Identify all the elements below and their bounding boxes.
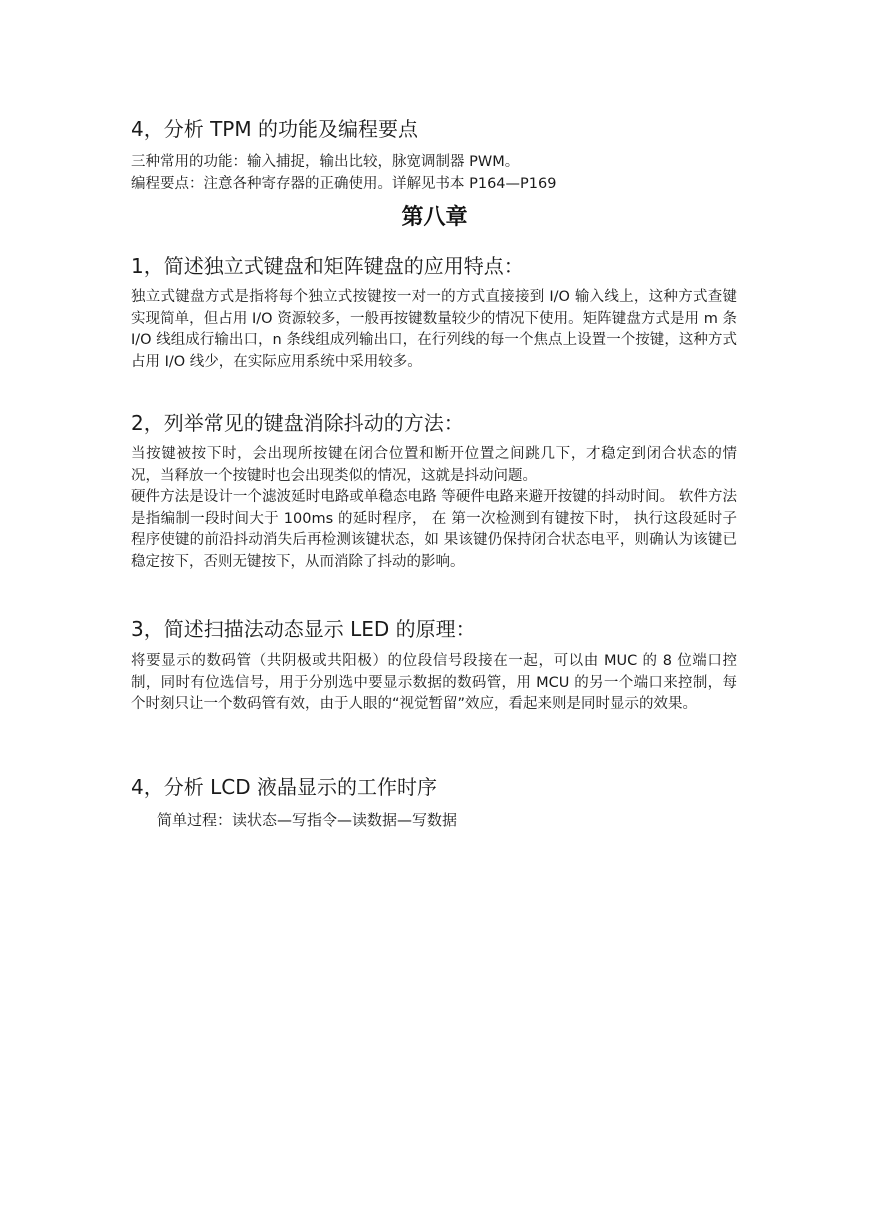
question-2-text-2: 硬件方法是设计一个滤波延时电路或单稳态电路 等硬件电路来避开按键的抖动时间。 软件方法是指编制一段时间大于 100ms 的延时程序， 在 第一次检测到有键按下时， 执行这段延时子程序使键的前沿抖动消失后再检测该键状态，如 果该键仍保持闭合状态电平，则确认为该键已稳定按下，否则无键按下，从而消除了抖动的影响。 [131,489,737,570]
section-heading-tpm: 4，分析 TPM 的功能及编程要点 [131,117,418,141]
question-3-body [131,651,737,716]
chapter-title: 第八章 [401,205,468,230]
question-4-body: 简单过程：读状态—写指令—读数据—写数据 [157,811,458,829]
question-2-heading: 2，列举常见的键盘消除抖动的方法： [131,411,464,435]
question-1-text: 独立式键盘方式是指将每个独立式按键按一对一的方式直接接到 I/O 输入线上，这种方式查键实现简单，但占用 I/O 资源较多，一般再按键数量较少的情况下使用。矩阵键盘方式是用 m 条 I/O 线组成行输出口，n 条线组成列输出口，在行列线的每一个焦点上设置一个按键，这种方式占用 I/O 线少，在实际应用系统中采用较多。 [131,289,737,370]
section-body-tpm [131,152,737,195]
tpm-functions-line: 三种常用的功能：输入捕捉，输出比较，脉宽调制器 PWM。 [131,154,520,170]
question-3-heading: 3，简述扫描法动态显示 LED 的原理： [131,617,476,641]
question-1-body [131,287,737,373]
tpm-programming-line: 编程要点：注意各种寄存器的正确使用。详解见书本 P164—P169 [131,175,557,192]
question-1-heading: 1，简述独立式键盘和矩阵键盘的应用特点： [131,254,524,278]
question-2-text-1: 当按键被按下时，会出现所按键在闭合位置和断开位置之间跳几下，才稳定到闭合状态的情况，当释放一个按键时也会出现类似的情况，这就是抖动问题。 [131,446,737,484]
question-3-text: 将要显示的数码管（共阴极或共阳极）的位段信号段接在一起，可以由 MUC 的 8 位端口控制，同时有位选信号，用于分别选中要显示数据的数码管，用 MCU 的另一个端口来控制，每个时刻只让一个数码管有效，由于人眼的“视觉暂留”效应，看起来则是同时显示的效果。 [131,653,737,712]
question-4-heading: 4，分析 LCD 液晶显示的工作时序 [131,775,437,799]
question-2-body [131,444,737,573]
